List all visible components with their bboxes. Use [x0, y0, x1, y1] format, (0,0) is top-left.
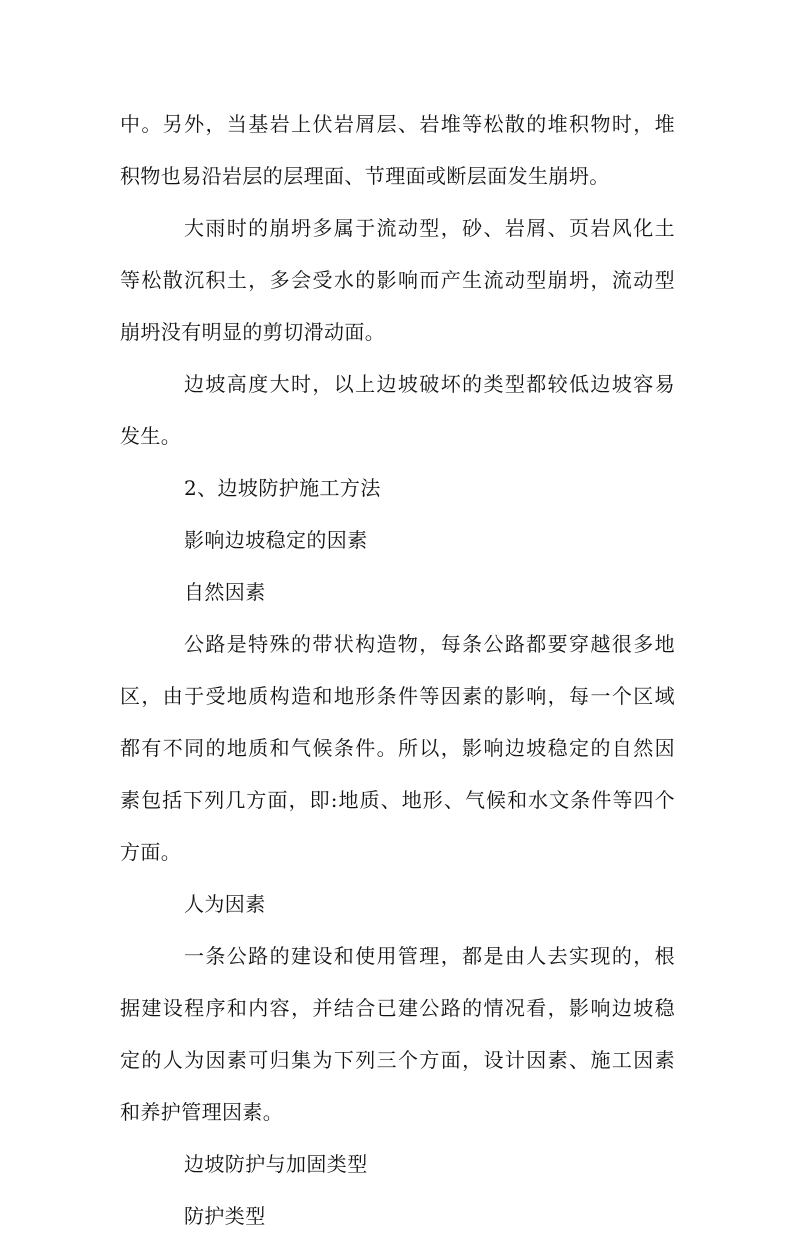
text-line-3: 大雨时的崩坍多属于流动型，砂、岩屑、页岩风化土 [184, 216, 675, 240]
document-body [120, 98, 675, 1242]
text-line-14: 素包括下列几方面，即:地质、地形、气候和水文条件等四个 [120, 788, 675, 812]
text-line-19: 定的人为因素可归集为下列三个方面，设计因素、施工因素 [120, 1048, 675, 1072]
heading-protection-and-reinforcement: 边坡防护与加固类型 [184, 1152, 368, 1176]
heading-slope-stability-factors: 影响边坡稳定的因素 [184, 528, 368, 552]
text-line-11: 公路是特殊的带状构造物，每条公路都要穿越很多地 [184, 632, 675, 656]
section-heading-construction-method: 2、边坡防护施工方法 [184, 476, 381, 500]
text-line-17: 一条公路的建设和使用管理，都是由人去实现的，根 [184, 944, 675, 968]
text-line-6: 边坡高度大时，以上边坡破坏的类型都较低边坡容易 [184, 372, 675, 396]
text-line-12: 区，由于受地质构造和地形条件等因素的影响，每一个区域 [120, 684, 675, 708]
text-line-20: 和养护管理因素。 [120, 1100, 284, 1124]
text-line-4: 等松散沉积土，多会受水的影响而产生流动型崩坍，流动型 [120, 268, 675, 292]
text-line-5: 崩坍没有明显的剪切滑动面。 [120, 320, 386, 344]
heading-protection-types: 防护类型 [184, 1204, 266, 1228]
heading-natural-factors: 自然因素 [184, 580, 266, 604]
heading-human-factors: 人为因素 [184, 892, 266, 916]
text-line-18: 据建设程序和内容，并结合已建公路的情况看，影响边坡稳 [120, 996, 675, 1020]
text-line-2: 积物也易沿岩层的层理面、节理面或断层面发生崩坍。 [120, 164, 610, 188]
text-line-7: 发生。 [120, 424, 182, 448]
text-line-13: 都有不同的地质和气候条件。所以，影响边坡稳定的自然因 [120, 736, 675, 760]
text-line-1: 中。另外，当基岩上伏岩屑层、岩堆等松散的堆积物时，堆 [120, 112, 675, 136]
text-line-15: 方面。 [120, 840, 182, 864]
